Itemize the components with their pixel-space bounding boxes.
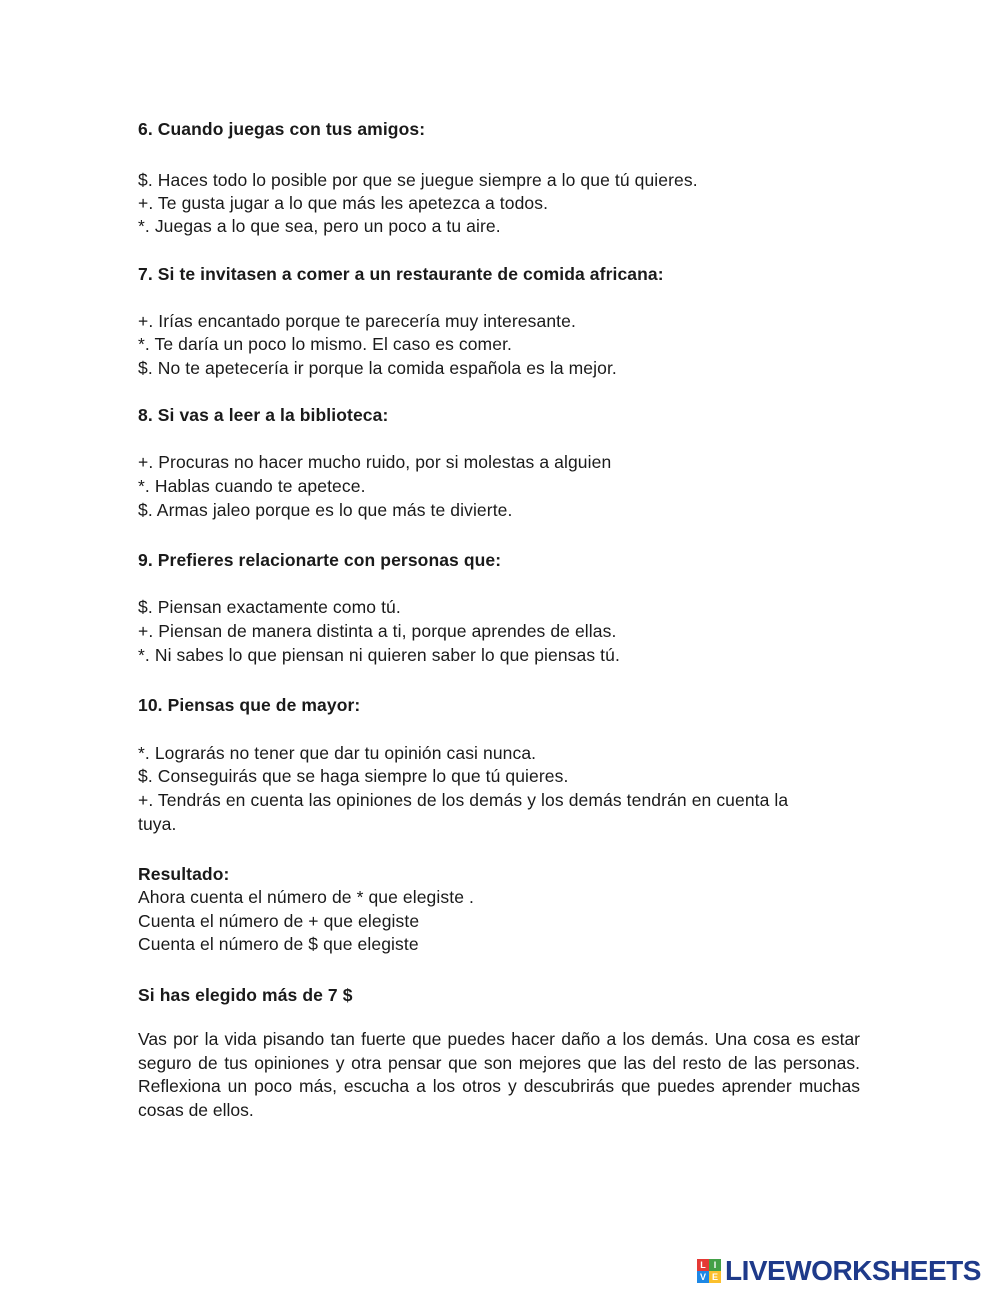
question-9-option-1: $. Piensan exactamente como tú. (138, 597, 401, 617)
question-8-option-1: +. Procuras no hacer mucho ruido, por si molestas a alguien (138, 452, 612, 472)
question-8-option-2: *. Hablas cuando te apetece. (138, 476, 366, 496)
result-line-asterisk: Ahora cuenta el número de * que elegiste . (138, 887, 474, 907)
question-7-option-1: +. Irías encantado porque te parecería muy interesante. (138, 311, 576, 331)
question-10-option-3-continued: tuya. (138, 814, 177, 834)
question-6-option-2: +. Te gusta jugar a lo que más les apetezca a todos. (138, 193, 549, 213)
question-10-heading: 10. Piensas que de mayor: (138, 695, 361, 715)
question-10-option-3: +. Tendrás en cuenta las opiniones de los demás y los demás tendrán en cuenta la (138, 790, 789, 810)
question-6-option-1: $. Haces todo lo posible por que se juegue siempre a lo que tú quieres. (138, 170, 698, 190)
question-9-option-2: +. Piensan de manera distinta a ti, porque aprendes de ellas. (138, 621, 617, 641)
liveworksheets-logo-icon (697, 1259, 721, 1283)
question-7-option-2: *. Te daría un poco lo mismo. El caso es comer. (138, 334, 512, 354)
question-7-heading: 7. Si te invitasen a comer a un restaurante de comida africana: (138, 264, 664, 284)
question-7-option-3: $. No te apetecería ir porque la comida española es la mejor. (138, 358, 617, 378)
dollar-result-heading: Si has elegido más de 7 $ (138, 985, 353, 1005)
liveworksheets-logo[interactable] (697, 1256, 981, 1286)
result-line-plus: Cuenta el número de + que elegiste (138, 911, 420, 931)
question-8-heading: 8. Si vas a leer a la biblioteca: (138, 405, 389, 425)
dollar-result-paragraph: Vas por la vida pisando tan fuerte que puedes hacer daño a los demás. Una cosa es estar seguro de tus opiniones y otra pensar que son mejores que las del resto de las personas. Reflexiona un poco más, escucha a los otros y descubrirás que puedes aprender muchas cosas de ellos. (138, 1029, 860, 1120)
logo-mark-letter: L (697, 1259, 709, 1271)
question-10-option-1: *. Lograrás no tener que dar tu opinión casi nunca. (138, 743, 537, 763)
question-10-option-2: $. Conseguirás que se haga siempre lo que tú quieres. (138, 766, 569, 786)
logo-mark-letter: E (709, 1271, 721, 1283)
question-9-option-3: *. Ni sabes lo que piensan ni quieren saber lo que piensas tú. (138, 645, 620, 665)
question-6-option-3: *. Juegas a lo que sea, pero un poco a tu aire. (138, 216, 501, 236)
result-heading: Resultado: (138, 864, 230, 884)
liveworksheets-logo-text: LIVEWORKSHEETS (725, 1255, 981, 1286)
question-9-heading: 9. Prefieres relacionarte con personas que: (138, 550, 502, 570)
question-8-option-3: $. Armas jaleo porque es lo que más te divierte. (138, 500, 513, 520)
logo-mark-letter: V (697, 1271, 709, 1283)
question-6-heading: 6. Cuando juegas con tus amigos: (138, 119, 426, 139)
logo-mark-letter: I (709, 1259, 721, 1271)
result-line-dollar: Cuenta el número de $ que elegiste (138, 934, 419, 954)
